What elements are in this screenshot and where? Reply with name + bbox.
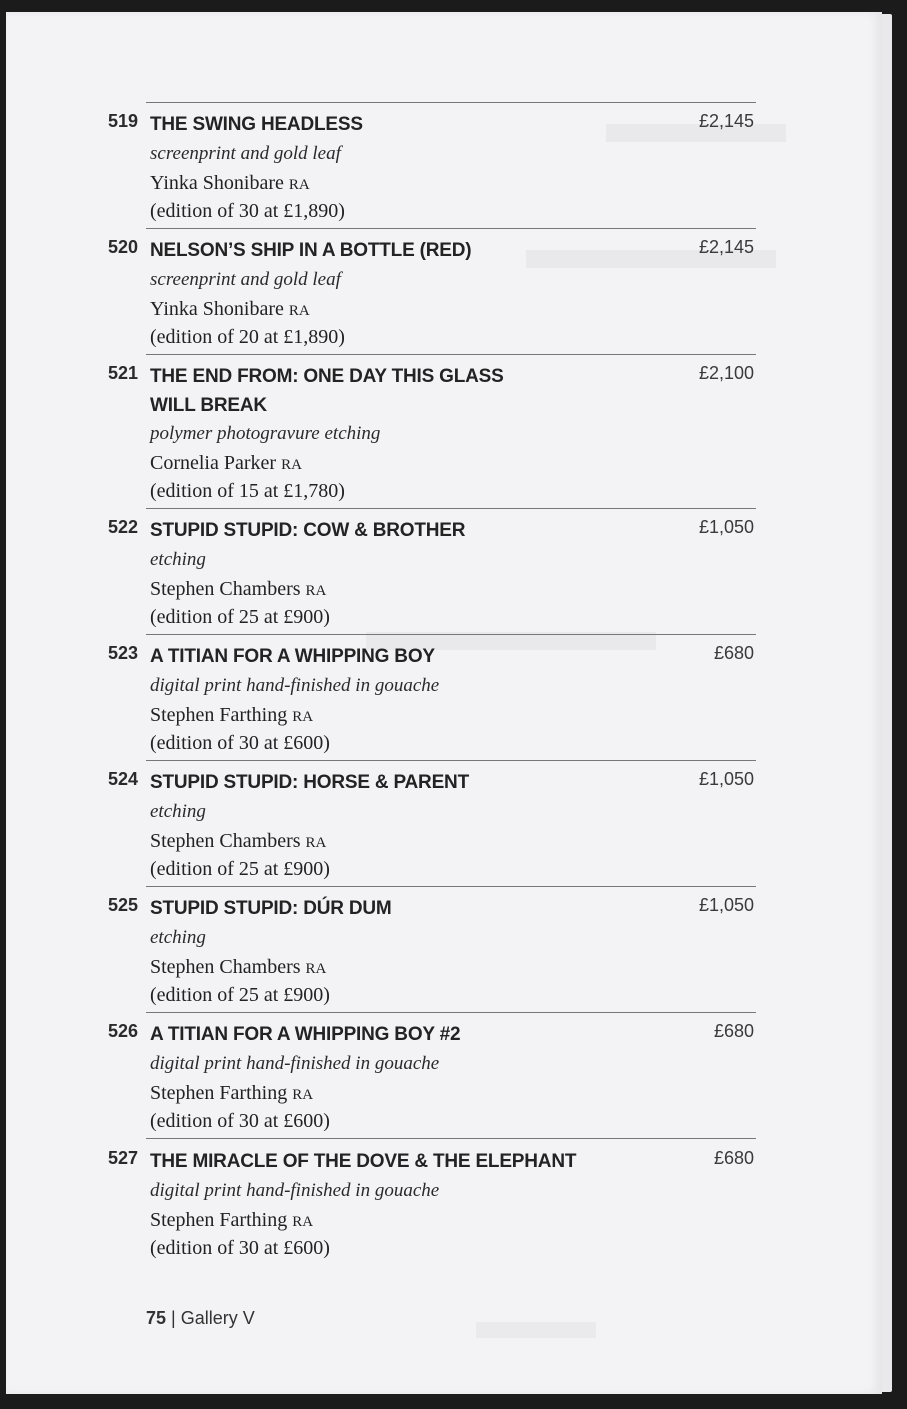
edition: (edition of 30 at £600): [150, 1237, 330, 1259]
artwork-title: [150, 768, 650, 797]
medium: digital print hand-finished in gouache: [150, 1180, 440, 1201]
price: £680: [713, 1148, 754, 1168]
academician-suffix: ra: [305, 576, 327, 600]
entry-details: [150, 1049, 650, 1136]
catalogue-entry: [100, 103, 756, 229]
artist: Yinka Shonibare ra: [150, 296, 310, 320]
title-line: NELSON’S SHIP IN A BOTTLE (RED): [150, 240, 472, 261]
academician-suffix: ra: [292, 1080, 314, 1104]
lot-number: 521: [107, 363, 138, 383]
artwork-title: [150, 110, 650, 139]
artist: Stephen Chambers ra: [150, 954, 327, 978]
artist: Yinka Shonibare ra: [150, 170, 310, 194]
edition: (edition of 25 at £900): [150, 858, 330, 880]
edition: (edition of 30 at £1,890): [150, 200, 345, 222]
price: £2,145: [698, 237, 754, 257]
lot-number: 522: [107, 517, 138, 537]
price: £680: [713, 1021, 754, 1041]
catalogue-entry: [100, 229, 756, 355]
lot-number: 519: [107, 111, 138, 131]
medium: screenprint and gold leaf: [150, 269, 341, 290]
catalogue-entry: [100, 761, 756, 887]
page-number: 75: [146, 1308, 167, 1328]
title-line: THE END FROM: ONE DAY THIS GLASS: [150, 366, 504, 387]
artist: Cornelia Parker ra: [150, 450, 302, 474]
catalogue-entry: [100, 509, 756, 635]
artist: Stephen Farthing ra: [150, 1080, 314, 1104]
divider: [146, 1138, 756, 1139]
academician-suffix: ra: [288, 170, 310, 194]
lot-number: 523: [107, 643, 138, 663]
title-line: THE SWING HEADLESS: [150, 114, 363, 135]
title-line: WILL BREAK: [150, 395, 267, 416]
gallery-label: | Gallery V: [171, 1308, 255, 1328]
entry-details: [150, 265, 650, 352]
title-line: THE MIRACLE OF THE DOVE & THE ELEPHANT: [150, 1151, 577, 1172]
catalogue-entry: [100, 887, 756, 1013]
medium: polymer photogravure etching: [150, 423, 381, 444]
price: £2,145: [698, 111, 754, 131]
artist: Stephen Chambers ra: [150, 576, 327, 600]
entry-details: [150, 671, 650, 758]
title-line: STUPID STUPID: COW & BROTHER: [150, 520, 466, 541]
artist: Stephen Farthing ra: [150, 1207, 314, 1231]
title-line: STUPID STUPID: HORSE & PARENT: [150, 772, 469, 793]
page-footer: [146, 1308, 255, 1329]
artist: Stephen Farthing ra: [150, 702, 314, 726]
artwork-title: [150, 1147, 650, 1176]
academician-suffix: ra: [305, 828, 327, 852]
lot-number: 524: [107, 769, 138, 789]
artwork-title: [150, 894, 650, 923]
academician-suffix: ra: [281, 450, 302, 474]
edition: (edition of 15 at £1,780): [150, 480, 345, 502]
entry-details: [150, 1176, 650, 1263]
lot-number: 520: [107, 237, 138, 257]
artist: Stephen Chambers ra: [150, 828, 327, 852]
academician-suffix: ra: [288, 296, 310, 320]
medium: screenprint and gold leaf: [150, 143, 341, 164]
medium: etching: [150, 927, 206, 948]
edition: (edition of 30 at £600): [150, 732, 330, 754]
price: £2,100: [698, 363, 754, 383]
artwork-title: [150, 236, 650, 265]
lot-number: 527: [107, 1148, 138, 1168]
catalogue-entry: [100, 635, 756, 761]
title-line: A TITIAN FOR A WHIPPING BOY #2: [150, 1024, 461, 1045]
price: £1,050: [698, 517, 754, 537]
academician-suffix: ra: [292, 702, 314, 726]
entry-details: [150, 923, 650, 1010]
price: £1,050: [698, 895, 754, 915]
medium: etching: [150, 801, 206, 822]
academician-suffix: ra: [305, 954, 327, 978]
title-line: A TITIAN FOR A WHIPPING BOY: [150, 646, 435, 667]
entry-details: [150, 419, 650, 506]
catalogue-entry: [100, 355, 756, 509]
lot-number: 525: [107, 895, 138, 915]
catalogue-entry: [100, 1013, 756, 1139]
artwork-title: [150, 516, 650, 545]
entry-details: [150, 545, 650, 632]
artwork-title: [150, 642, 650, 671]
entry-details: [150, 139, 650, 226]
academician-suffix: ra: [292, 1207, 314, 1231]
medium: etching: [150, 549, 206, 570]
show-through-mark: [476, 1322, 596, 1338]
catalogue-entry: [100, 1140, 756, 1266]
price: £1,050: [698, 769, 754, 789]
entry-details: [150, 797, 650, 884]
price: £680: [713, 643, 754, 663]
edition: (edition of 30 at £600): [150, 1110, 330, 1132]
lot-number: 526: [107, 1021, 138, 1041]
artwork-title: [150, 362, 650, 420]
artwork-title: [150, 1020, 650, 1049]
edition: (edition of 25 at £900): [150, 984, 330, 1006]
medium: digital print hand-finished in gouache: [150, 1053, 440, 1074]
edition: (edition of 25 at £900): [150, 606, 330, 628]
title-line: STUPID STUPID: DÚR DUM: [150, 898, 392, 919]
medium: digital print hand-finished in gouache: [150, 675, 440, 696]
edition: (edition of 20 at £1,890): [150, 326, 345, 348]
